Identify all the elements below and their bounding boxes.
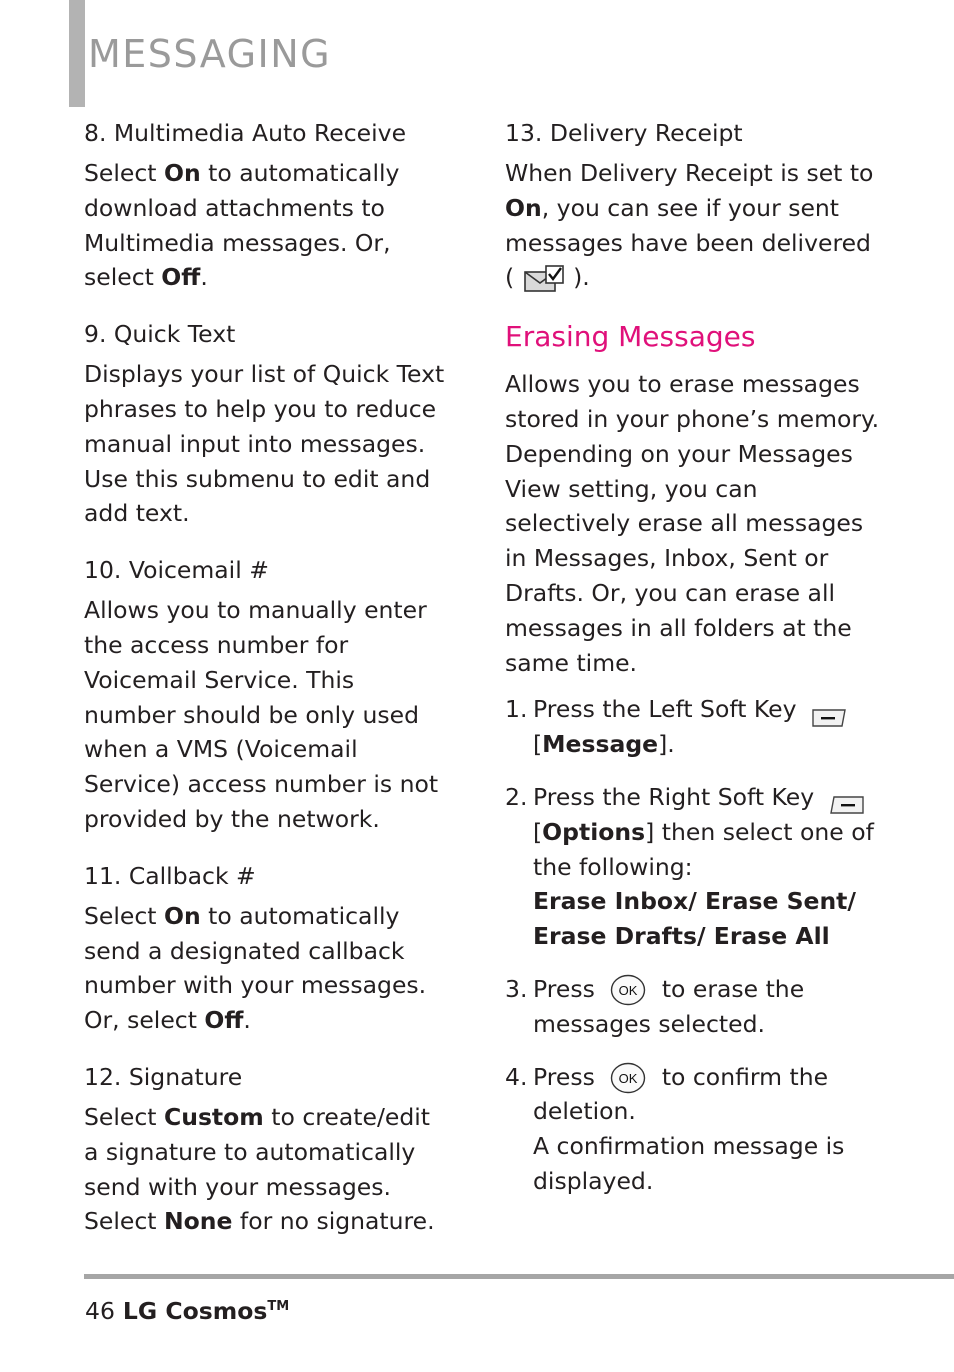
step-text-post: to confirm the deletion.	[533, 1062, 829, 1126]
setting-callback-number	[84, 859, 449, 1038]
right-soft-key-icon	[830, 789, 864, 807]
step-number: 4.	[505, 1062, 528, 1091]
on-value: On	[505, 193, 542, 222]
item-heading: 8. Multimedia Auto Receive	[84, 119, 407, 147]
step-text: Press the Left Soft Key	[533, 695, 797, 724]
bold-value: Off	[161, 263, 201, 292]
step-body	[533, 692, 883, 762]
bold-value: Off	[204, 1006, 244, 1035]
page-title: MESSAGING	[88, 32, 332, 76]
item-body	[84, 357, 449, 531]
bold-value: None	[163, 1207, 233, 1236]
body-text: to automatically send a designated callback number with your messages. Or, select	[84, 901, 427, 1035]
step-number: 1.	[505, 695, 528, 724]
erasing-steps	[505, 692, 883, 1198]
trademark: TM	[267, 1299, 290, 1314]
step-text-post: to erase the messages selected.	[533, 974, 805, 1038]
paren-close: ).	[573, 263, 590, 292]
footer-divider	[84, 1274, 954, 1279]
brand-name	[123, 1297, 289, 1325]
step-number: 2.	[505, 782, 528, 811]
item-body	[84, 156, 449, 295]
body-text: to automatically download attachments to Multimedia messages. Or, select	[84, 159, 400, 292]
body-text: Select	[84, 1102, 164, 1131]
bracket-close: ]	[645, 817, 655, 846]
item-heading: 11. Callback #	[84, 861, 256, 890]
options-label: Options	[542, 817, 646, 846]
ok-key-icon	[610, 1062, 646, 1094]
setting-delivery-receipt	[505, 116, 883, 295]
item-heading: 9. Quick Text	[84, 320, 236, 349]
body-text: .	[243, 1006, 251, 1035]
page-number: 46	[85, 1296, 115, 1325]
ok-key-icon	[610, 974, 646, 1006]
step-body	[533, 780, 883, 954]
erase-options: Erase Inbox/ Erase Sent/ Erase Drafts/ Erase All	[533, 887, 856, 951]
body-text: Displays your list of Quick Text phrases to help you to reduce manual input into messages. Use this submenu to edit and add text.	[84, 360, 445, 528]
left-soft-key-icon	[812, 702, 846, 720]
body-text: Select	[84, 159, 164, 187]
bold-value: Custom	[163, 1102, 264, 1131]
bracket-open: [	[533, 730, 543, 759]
right-column	[505, 116, 883, 1217]
step-item	[505, 780, 883, 954]
body-text: for no signature.	[232, 1207, 435, 1236]
body-text: Select	[84, 901, 164, 930]
step-number: 3.	[505, 974, 528, 1003]
paren-open: (	[505, 263, 515, 292]
setting-multimedia-auto-receive	[84, 116, 449, 295]
step-text-pre: Press	[533, 974, 595, 1003]
step-text-pre: Press	[533, 1062, 595, 1091]
step-body	[533, 1060, 883, 1199]
step-item	[505, 1060, 883, 1199]
item-body	[84, 593, 449, 837]
step-item	[505, 972, 883, 1042]
step-text-after: then select one of the following:	[533, 817, 874, 881]
erasing-intro: Allows you to erase messages stored in your phone’s memory. Depending on your Messages View setting, you can selectively erase all messages in Messages, Inbox, Sent or Drafts. Or, you can erase all messages in all folders at the same time.	[505, 370, 880, 677]
step-item	[505, 692, 883, 762]
item-heading: 12. Signature	[84, 1062, 243, 1091]
bracket-close: ].	[658, 730, 675, 759]
body-text: .	[200, 263, 208, 292]
bold-value: On	[163, 901, 201, 930]
item-heading: 10. Voicemail #	[84, 556, 269, 585]
header-accent-bar	[69, 0, 85, 107]
setting-signature	[84, 1060, 449, 1239]
item-body	[84, 899, 449, 1038]
bold-value: On	[163, 159, 201, 187]
brand-text: LG Cosmos	[122, 1296, 268, 1325]
step-body	[533, 972, 883, 1042]
setting-voicemail-number	[84, 553, 449, 837]
message-label: Message	[542, 730, 659, 759]
body-text: Allows you to manually enter the access number for Voicemail Service. This number should be only used when a VMS (Voicemail Service) access number is not provided by the network.	[84, 596, 439, 833]
item-heading: 13. Delivery Receipt	[505, 119, 743, 147]
item-body	[505, 156, 883, 295]
bracket-open: [	[533, 817, 543, 846]
ok-key-label: OK	[618, 983, 638, 999]
delivery-text-before: When Delivery Receipt is set to	[505, 159, 874, 187]
page-footer	[85, 1290, 289, 1328]
item-body	[84, 1100, 449, 1239]
step-note: A confirmation message is displayed.	[533, 1132, 845, 1195]
body-text: to create/edit a signature to automatically send with your messages. Select	[84, 1102, 430, 1236]
setting-quick-text	[84, 317, 449, 531]
delivery-text-after: , you can see if your sent messages have been delivered	[505, 193, 871, 257]
left-column	[84, 116, 449, 1261]
section-heading-erasing-messages: Erasing Messages	[505, 320, 756, 354]
ok-key-label: OK	[618, 1071, 638, 1087]
step-text: Press the Right Soft Key	[533, 782, 815, 811]
delivered-receipt-icon	[522, 264, 566, 294]
